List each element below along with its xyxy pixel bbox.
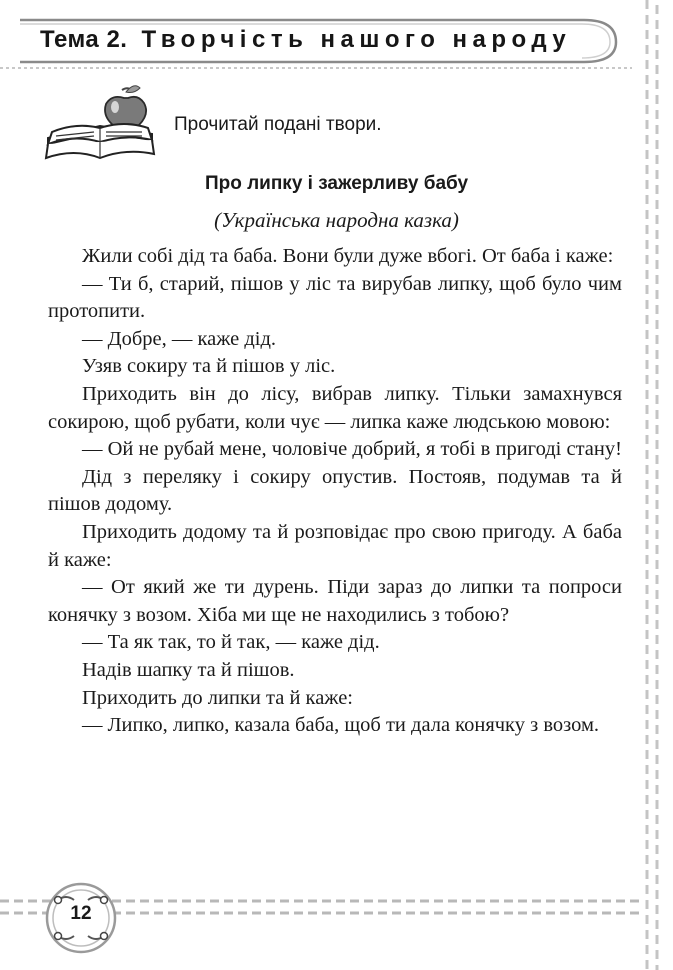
- paragraph: — От який же ти дурень. Піди зараз до липки та попроси конячку з возом. Хіба ми ще не находились з тобою?: [48, 576, 622, 626]
- paragraph: — Добре, — каже дід.: [82, 327, 277, 350]
- paragraph: — Липко, липко, казала баба, щоб ти дала конячку з возом.: [82, 714, 600, 737]
- paragraph: Приходить до липки та й каже:: [82, 686, 353, 709]
- book-apple-icon: [42, 82, 160, 168]
- paragraph: Приходить він до лісу, вибрав липку. Тільки замахнувся сокирою, щоб рубати, коли чує — липка каже людською мовою:: [48, 382, 622, 433]
- page-edge-decoration: [633, 0, 673, 970]
- paragraph: — Ти б, старий, пішов у ліс та вирубав липку, щоб було чим протопити.: [48, 272, 622, 323]
- topic-header: [40, 26, 571, 54]
- page-number: 12: [70, 903, 92, 924]
- story-subtitle: (Українська народна казка): [214, 208, 459, 232]
- paragraph: Приходить додому та й розповідає про свою пригоду. А баба й каже:: [48, 520, 622, 571]
- paragraph: Дід з переляку і сокиру опустив. Постояв, подумав та й пішов додому.: [48, 465, 622, 516]
- topic-label: Тема 2.: [40, 26, 128, 53]
- story-text: [48, 243, 622, 740]
- instruction-text: Прочитай подані твори.: [174, 114, 382, 135]
- topic-title: Творчість нашого народу: [141, 26, 572, 53]
- paragraph: — Ой не рубай мене, чоловіче добрий, я тобі в пригоді стану!: [82, 438, 622, 461]
- paragraph: Надів шапку та й пішов.: [82, 658, 295, 681]
- paragraph: — Та як так, то й так, — каже дід.: [82, 631, 380, 654]
- header-rule: [0, 66, 632, 70]
- paragraph: Жили собі дід та баба. Вони були дуже вбогі. От баба і каже:: [82, 245, 614, 267]
- paragraph: Узяв сокиру та й пішов у ліс.: [82, 355, 336, 378]
- story-title: Про липку і зажерливу бабу: [204, 173, 469, 194]
